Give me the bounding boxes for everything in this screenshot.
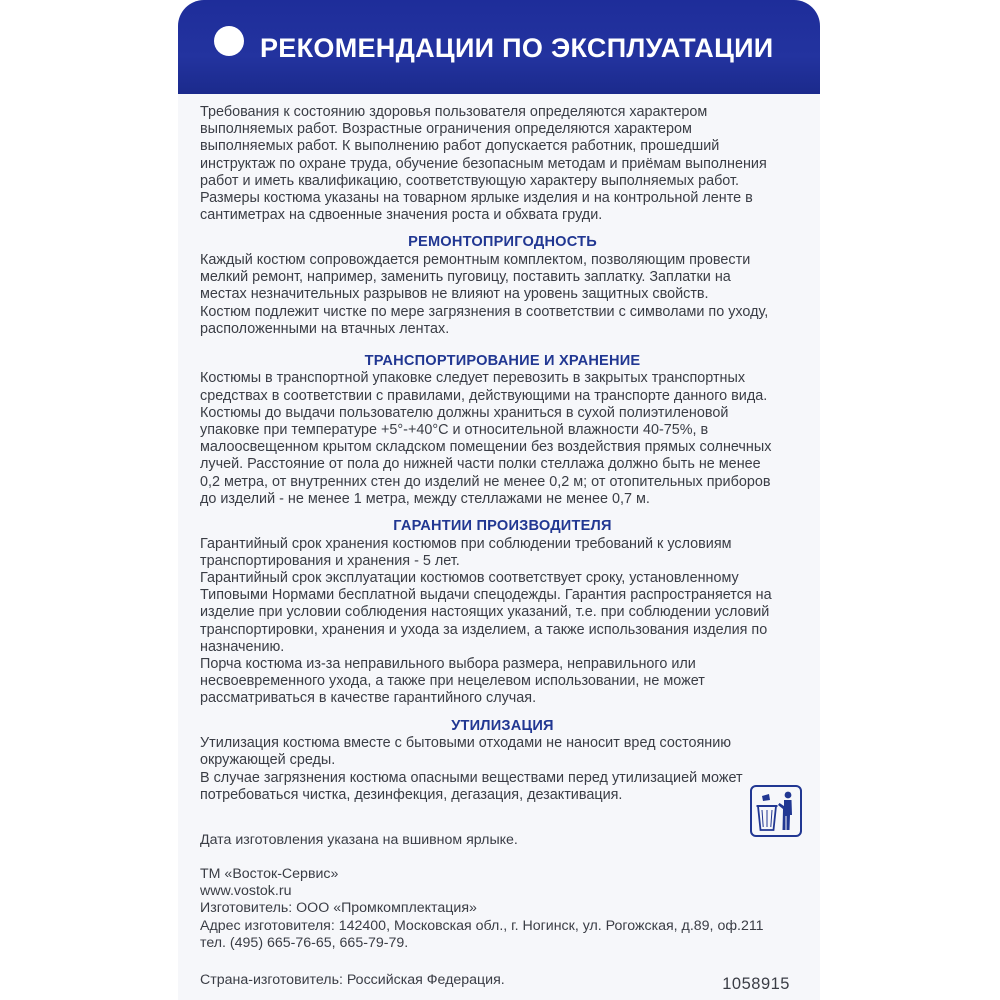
content-body <box>200 104 805 804</box>
intro-paragraph <box>200 104 805 224</box>
section-line: Гарантийный срок хранения костюмов при соблюдении требований к условиям <box>200 535 732 552</box>
section-line: лучей. Расстояние от пола до нижней части полки стеллажа должно быть не менее <box>200 456 761 473</box>
manufacture-date-note: Дата изготовления указана на вшивном ярлыке. <box>200 832 518 848</box>
section-line: окружающей среды. <box>200 752 336 769</box>
section-line: назначению. <box>200 638 285 655</box>
country-of-origin: Страна-изготовитель: Российская Федерация. <box>200 972 505 988</box>
section-line: мелкий ремонт, например, заменить пуговицу, поставить заплатку. Заплатки на <box>200 269 731 286</box>
intro-line: Размеры костюма указаны на товарном ярлыке изделия и на контрольной ленте в <box>200 190 753 207</box>
article-code: 1058915 <box>722 975 790 993</box>
intro-line: инструктаж по охране труда, обучение безопасным методам и приёмам выполнения <box>200 155 767 172</box>
section-line: малоосвещенном крытом складском помещении без воздействия прямых солнечных <box>200 439 772 456</box>
section-line: местах незначительных разрывов не влияют на уровень защитных свойств. <box>200 286 709 303</box>
section-disposal <box>200 718 805 804</box>
intro-line: сантиметрах на сдвоенные значения роста и обхвата груди. <box>200 207 603 224</box>
trademark: ТМ «Восток-Сервис» <box>200 866 339 882</box>
section-line: Костюмы в транспортной упаковке следует перевозить в закрытых транспортных <box>200 370 746 387</box>
intro-line: выполняемых работ. Возрастные ограничения определяются характером <box>200 121 692 138</box>
section-line: Типовыми Нормами бесплатной выдачи спецодежды. Гарантия распространяется на <box>200 587 772 604</box>
contacts-block <box>200 866 810 952</box>
trash-bin-person-icon <box>750 785 802 837</box>
section-line: несвоевременного ухода, а также при нецелевом использовании, не может <box>200 673 705 690</box>
section-heading: УТИЛИЗАЦИЯ <box>451 717 554 734</box>
instruction-card <box>178 0 820 1000</box>
website: www.vostok.ru <box>200 883 292 900</box>
section-line: Костюмы до выдачи пользователю должны храниться в сухой полиэтиленовой <box>200 404 729 421</box>
section-line: В случае загрязнения костюма опасными веществами перед утилизацией может <box>200 769 743 786</box>
section-heading: ТРАНСПОРТИРОВАНИЕ И ХРАНЕНИЕ <box>364 352 641 369</box>
header-band <box>178 0 820 94</box>
intro-line: Требования к состоянию здоровья пользователя определяются характером <box>200 104 708 120</box>
section-heading: ГАРАНТИИ ПРОИЗВОДИТЕЛЯ <box>393 518 612 535</box>
section-line: упаковке при температуре +5°-+40°С и относительной влажности 40-75%, в <box>200 422 709 439</box>
phone: тел. (495) 665-76-65, 665-79-79. <box>200 934 409 951</box>
section-line: изделие при условии соблюдения настоящих указаний, т.е. при соблюдении условий <box>200 604 770 621</box>
section-line: 0,2 метра, от внутренних стен до изделий не менее 0,2 м; от отопительных приборов <box>200 473 771 490</box>
section-line: Порча костюма из-за неправильного выбора размера, неправильного или <box>200 655 696 672</box>
hang-hole <box>214 26 244 56</box>
page-title: РЕКОМЕНДАЦИИ ПО ЭКСПЛУАТАЦИИ <box>260 33 774 63</box>
section-line: до изделий - не менее 1 метра, между стеллажами не менее 0,7 м. <box>200 490 650 507</box>
address: Адрес изготовителя: 142400, Московская обл., г. Ногинск, ул. Рогожская, д.89, оф.211 <box>200 917 764 934</box>
intro-line: работ и иметь квалификацию, соответствующую характеру выполняемых работ. <box>200 172 739 189</box>
section-line: Гарантийный срок эксплуатации костюмов соответствует сроку, установленному <box>200 569 739 586</box>
section-line: расположенными на втачных лентах. <box>200 320 450 337</box>
section-line: транспортировки, хранения и ухода за изделием, а также использования изделия по <box>200 621 768 638</box>
section-transport-storage <box>200 353 805 508</box>
section-line: потребоваться чистка, дезинфекция, дегазация, дезактивация. <box>200 786 623 803</box>
intro-line: выполняемых работ. К выполнению работ допускается работник, прошедший <box>200 138 720 155</box>
section-line: Каждый костюм сопровождается ремонтным комплектом, позволяющим провести <box>200 251 751 268</box>
section-heading: РЕМОНТОПРИГОДНОСТЬ <box>408 234 597 251</box>
section-line: рассматриваться в качестве гарантийного случая. <box>200 690 537 707</box>
section-line: Утилизация костюма вместе с бытовыми отходами не наносит вред состоянию <box>200 735 732 752</box>
section-warranty <box>200 518 805 708</box>
section-line: средствах в соответствии с правилами, действующими на транспорте данного вида. <box>200 387 768 404</box>
section-line: транспортирования и хранения - 5 лет. <box>200 552 460 569</box>
manufacturer: Изготовитель: ООО «Промкомплектация» <box>200 900 477 917</box>
section-repairability <box>200 234 805 338</box>
section-line: Костюм подлежит чистке по мере загрязнения в соответствии с символами по уходу, <box>200 303 769 320</box>
